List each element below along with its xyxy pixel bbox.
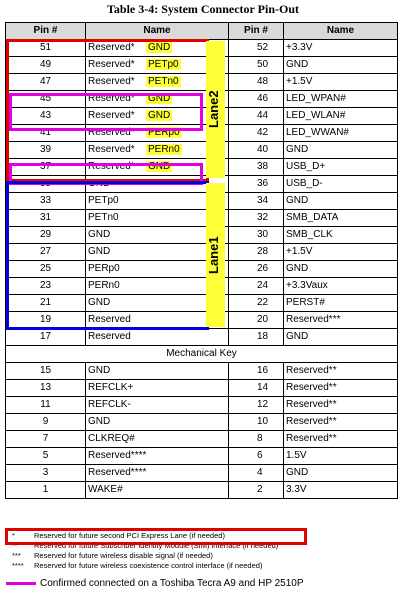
header-pin-left: Pin # (6, 23, 86, 40)
header-row (6, 23, 398, 40)
pin-number-right: 2 (229, 482, 284, 499)
alternate-signal-highlight: PERn0 (148, 144, 180, 155)
pin-number-left: 31 (6, 210, 86, 227)
pin-number-right: 52 (229, 40, 284, 57)
footnote-mark: **** (12, 561, 24, 570)
signal-name-right: GND (284, 261, 398, 278)
table-row (6, 414, 398, 431)
table-row (6, 278, 398, 295)
footnote-mark: ** (12, 541, 18, 550)
signal-text: PETn0 (88, 212, 119, 223)
footnote-mark: *** (12, 551, 21, 560)
alternate-signal-highlight: PETn0 (148, 76, 179, 87)
signal-text: Reserved (88, 314, 131, 325)
signal-text: Reserved* (88, 161, 135, 172)
pin-number-right: 40 (229, 142, 284, 159)
footnote-text: Reserved for future wireless coexistence control interface (if needed) (34, 561, 263, 570)
table-row (6, 142, 398, 159)
signal-name-right: USB_D+ (284, 159, 398, 176)
signal-text: GND (88, 178, 111, 189)
table-row (6, 91, 398, 108)
table-row (6, 363, 398, 380)
header-name-left: Name (86, 23, 229, 40)
signal-name-right: Reserved** (284, 363, 398, 380)
pin-number-right: 32 (229, 210, 284, 227)
signal-text: Reserved* (88, 76, 135, 87)
pin-number-right: 18 (229, 329, 284, 346)
signal-name-right: USB_D- (284, 176, 398, 193)
header-pin-right: Pin # (229, 23, 284, 40)
pin-number-right: 22 (229, 295, 284, 312)
signal-name-right: 1.5V (284, 448, 398, 465)
table-row (6, 312, 398, 329)
signal-name-left: REFCLK+ (86, 380, 229, 397)
pin-number-left: 9 (6, 414, 86, 431)
signal-name-left: GND (86, 414, 229, 431)
signal-text: Reserved* (88, 144, 135, 155)
table-row (6, 40, 398, 57)
signal-name-left: REFCLK- (86, 397, 229, 414)
footnote-text: Reserved for future wireless disable signal (if needed) (34, 551, 213, 560)
pin-number-left: 37 (6, 159, 86, 176)
table-row (6, 380, 398, 397)
signal-name-left (86, 329, 229, 346)
table-row (6, 108, 398, 125)
pin-number-right: 46 (229, 91, 284, 108)
pin-number-left: 21 (6, 295, 86, 312)
legend-text: Confirmed connected on a Toshiba Tecra A9 and HP 2510P (40, 578, 304, 589)
footnote (12, 541, 278, 551)
table-row (6, 210, 398, 227)
table-row (6, 244, 398, 261)
magenta-line-swatch (6, 582, 36, 585)
pin-number-right: 20 (229, 312, 284, 329)
signal-name-left: WAKE# (86, 482, 229, 499)
signal-name-left: Reserved**** (86, 448, 229, 465)
signal-name-right: +3.3V (284, 40, 398, 57)
pin-number-left: 23 (6, 278, 86, 295)
signal-name-right: SMB_DATA (284, 210, 398, 227)
pin-number-left: 1 (6, 482, 86, 499)
signal-name-right: Reserved** (284, 380, 398, 397)
signal-name-right: PERST# (284, 295, 398, 312)
signal-name-right: GND (284, 57, 398, 74)
pin-number-right: 10 (229, 414, 284, 431)
pin-number-right: 26 (229, 261, 284, 278)
lane1-label: Lane1 (206, 183, 225, 327)
table-row (6, 57, 398, 74)
pin-number-left: 15 (6, 363, 86, 380)
signal-name-right: LED_WWAN# (284, 125, 398, 142)
pin-number-right: 48 (229, 74, 284, 91)
pin-number-right: 30 (229, 227, 284, 244)
table-row (6, 227, 398, 244)
footnote-mark: * (12, 531, 15, 540)
legend (6, 578, 304, 589)
signal-name-right: GND (284, 142, 398, 159)
alternate-signal-highlight: GND (148, 161, 171, 172)
pin-number-left: 45 (6, 91, 86, 108)
signal-name-right: Reserved** (284, 431, 398, 448)
signal-name-right: LED_WLAN# (284, 108, 398, 125)
pin-number-left: 33 (6, 193, 86, 210)
pin-number-left: 13 (6, 380, 86, 397)
signal-name-right: Reserved** (284, 397, 398, 414)
pin-number-left: 7 (6, 431, 86, 448)
signal-text: GND (88, 297, 111, 308)
pin-number-right: 38 (229, 159, 284, 176)
signal-text: PETp0 (88, 195, 119, 206)
pin-number-left: 47 (6, 74, 86, 91)
alternate-signal-highlight: GND (148, 110, 171, 121)
pinout-table (5, 22, 398, 499)
mechanical-key-row (6, 346, 398, 363)
pin-number-right: 42 (229, 125, 284, 142)
table-row (6, 295, 398, 312)
signal-text: Reserved* (88, 59, 135, 70)
signal-name-right: Reserved** (284, 414, 398, 431)
mechanical-key-label: Mechanical Key (6, 346, 398, 363)
pin-number-right: 16 (229, 363, 284, 380)
signal-text: PERp0 (88, 263, 120, 274)
table-row (6, 74, 398, 91)
footnote (12, 561, 278, 571)
signal-name-left: GND (86, 363, 229, 380)
footnotes (12, 531, 278, 571)
signal-name-right: +1.5V (284, 74, 398, 91)
signal-text: Reserved* (88, 110, 135, 121)
pin-number-right: 8 (229, 431, 284, 448)
table-row (6, 329, 398, 346)
signal-text: GND (88, 229, 111, 240)
signal-name-right: +1.5V (284, 244, 398, 261)
pin-number-left: 19 (6, 312, 86, 329)
signal-name-right: GND (284, 329, 398, 346)
signal-name-right: 3.3V (284, 482, 398, 499)
footnote (12, 551, 278, 561)
pin-number-right: 6 (229, 448, 284, 465)
signal-name-right: GND (284, 465, 398, 482)
alternate-signal-highlight: PERp0 (148, 127, 180, 138)
pin-number-right: 34 (229, 193, 284, 210)
pin-number-left: 27 (6, 244, 86, 261)
pin-number-left: 3 (6, 465, 86, 482)
table-row (6, 448, 398, 465)
pin-number-left: 43 (6, 108, 86, 125)
pin-number-left: 29 (6, 227, 86, 244)
pin-number-right: 50 (229, 57, 284, 74)
pin-number-right: 12 (229, 397, 284, 414)
signal-text: PERn0 (88, 280, 120, 291)
table-row (6, 397, 398, 414)
signal-name-right: SMB_CLK (284, 227, 398, 244)
signal-text: Reserved* (88, 127, 135, 138)
signal-text: Reserved (88, 331, 131, 342)
table-row (6, 482, 398, 499)
signal-name-right: +3.3Vaux (284, 278, 398, 295)
table-row (6, 159, 398, 176)
pin-number-right: 24 (229, 278, 284, 295)
pin-number-right: 4 (229, 465, 284, 482)
table-row (6, 431, 398, 448)
table-row (6, 261, 398, 278)
table-row (6, 465, 398, 482)
signal-name-left: CLKREQ# (86, 431, 229, 448)
pin-number-left: 17 (6, 329, 86, 346)
signal-text: Reserved* (88, 42, 135, 53)
signal-name-right: GND (284, 193, 398, 210)
pin-number-right: 14 (229, 380, 284, 397)
signal-name-right: Reserved*** (284, 312, 398, 329)
pin-number-left: 39 (6, 142, 86, 159)
footnote-text: Reserved for future second PCI Express Lane (if needed) (34, 531, 225, 540)
alternate-signal-highlight: PETp0 (148, 59, 179, 70)
pin-number-right: 44 (229, 108, 284, 125)
pin-number-left: 25 (6, 261, 86, 278)
pin-number-right: 28 (229, 244, 284, 261)
table-row (6, 176, 398, 193)
signal-text: GND (88, 246, 111, 257)
header-name-right: Name (284, 23, 398, 40)
lane2-label: Lane2 (206, 41, 225, 178)
footnote-text: Reserved for future Subscriber Identity Module (SIM) interface (if needed) (34, 541, 279, 550)
pin-number-left: 51 (6, 40, 86, 57)
pin-number-left: 5 (6, 448, 86, 465)
pin-number-right: 36 (229, 176, 284, 193)
signal-name-right: LED_WPAN# (284, 91, 398, 108)
pin-number-left: 41 (6, 125, 86, 142)
table-title: Table 3-4: System Connector Pin-Out (107, 2, 299, 16)
signal-name-left: Reserved**** (86, 465, 229, 482)
alternate-signal-highlight: GND (148, 42, 171, 53)
alternate-signal-highlight: GND (148, 93, 171, 104)
pin-number-left: 49 (6, 57, 86, 74)
pin-number-left: 11 (6, 397, 86, 414)
signal-text: Reserved* (88, 93, 135, 104)
table-row (6, 125, 398, 142)
pin-number-left: 35 (6, 176, 86, 193)
footnote (12, 531, 278, 541)
table-row (6, 193, 398, 210)
